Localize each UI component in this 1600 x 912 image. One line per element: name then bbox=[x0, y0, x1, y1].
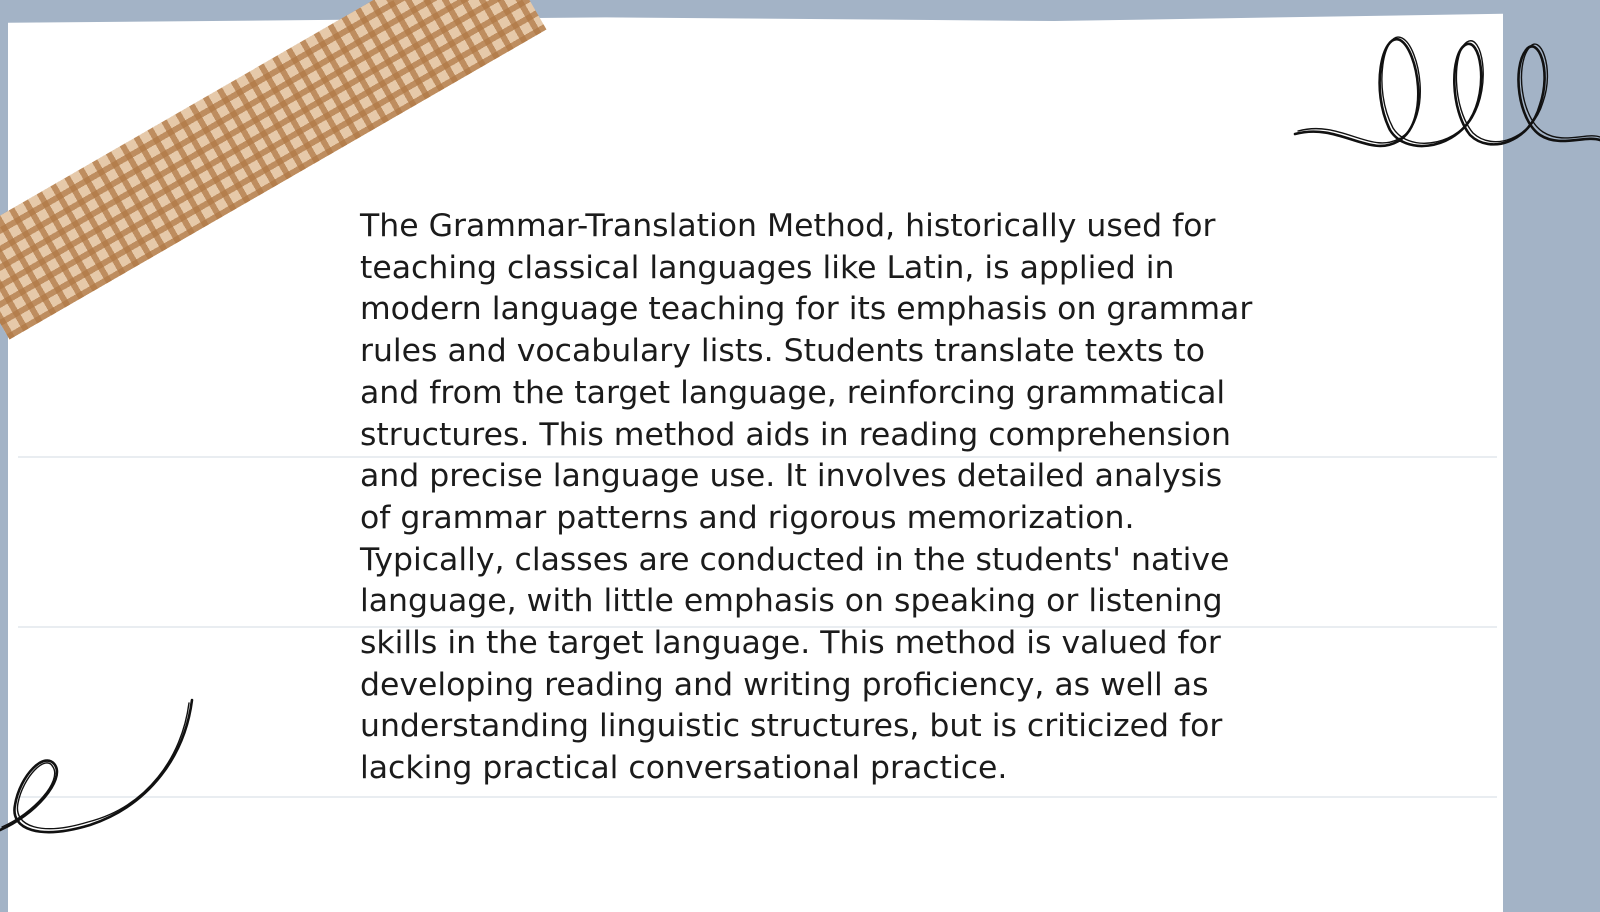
ruled-line bbox=[18, 796, 1497, 798]
curl-swirl-doodle-icon bbox=[0, 695, 200, 845]
cursive-loops-doodle-icon bbox=[1290, 30, 1600, 170]
body-paragraph: The Grammar-Translation Method, historically used for teaching classical languages like Latin, is applied in modern language teaching for its emphasis on grammar rules and vocabulary lists. Students translate texts to and from the target language, reinforcing grammatical structures. This method aids in reading comprehension and precise language use. It involves detailed analysis of grammar patterns and rigorous memorization. Typically, classes are conducted in the students' native language, with little emphasis on speaking or listening skills in the target language. This method is valued for developing reading and writing proficiency, as well as understanding linguistic structures, but is criticized for lacking practical conversational practice. bbox=[360, 208, 1253, 787]
